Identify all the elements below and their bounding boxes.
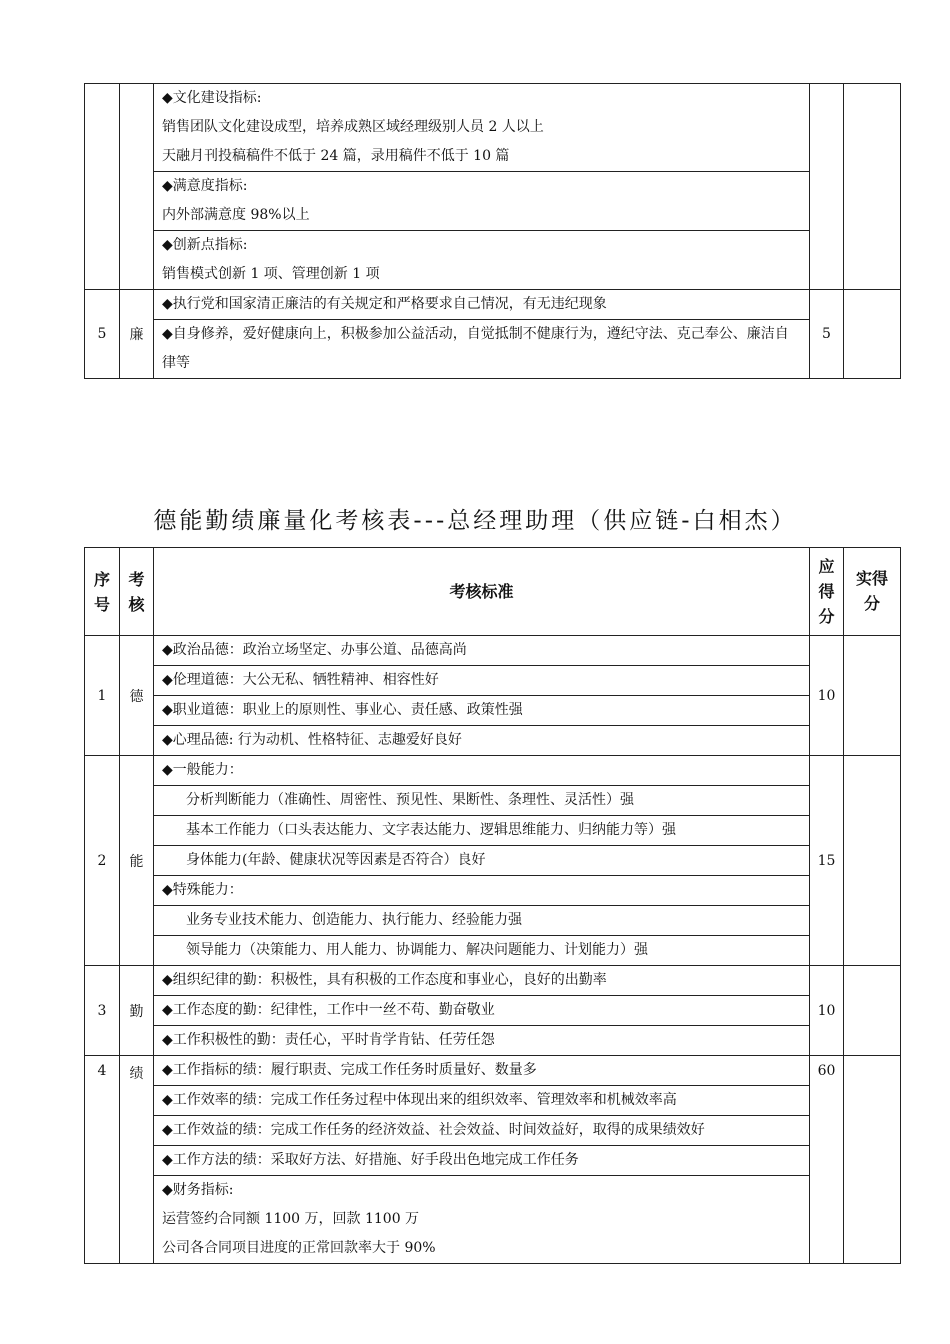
continued-max-score-cell — [810, 84, 844, 290]
qin-max-score: 10 — [810, 966, 844, 1056]
header-max-score: 应得分 — [810, 548, 844, 636]
ji-item: ◆工作方法的绩：采取好方法、好措施、好手段出色地完成工作任务 — [162, 1152, 579, 1168]
neng-item: 业务专业技术能力、创造能力、执行能力、经验能力强 — [186, 912, 522, 928]
de-actual-score — [844, 636, 901, 756]
criteria-cell — [154, 1056, 810, 1086]
qin-actual-score — [844, 966, 901, 1056]
criteria-cell — [154, 786, 810, 816]
neng-max-score: 15 — [810, 756, 844, 966]
lian-seq: 5 — [85, 290, 120, 379]
criteria-cell — [154, 756, 810, 786]
lian-category: 廉 — [120, 290, 154, 379]
lian-criteria-cell — [154, 320, 810, 379]
finance-indicator-line: 公司各合同项目进度的正常回款率大于 90% — [162, 1240, 436, 1256]
neng-item: 身体能力(年龄、健康状况等因素是否符合）良好 — [186, 852, 486, 868]
neng-item: ◆一般能力： — [162, 762, 243, 778]
finance-indicator-line: 运营签约合同额 1100 万，回款 1100 万 — [162, 1211, 420, 1227]
criteria-cell — [154, 876, 810, 906]
neng-seq: 2 — [85, 756, 120, 966]
satisfaction-indicator-heading: ◆满意度指标: — [162, 178, 248, 194]
finance-indicator-heading: ◆财务指标: — [162, 1182, 234, 1198]
culture-indicator-heading: ◆文化建设指标: — [162, 90, 262, 106]
header-seq: 序号 — [85, 548, 120, 636]
lian-actual-score — [844, 290, 901, 379]
culture-indicator-cell — [154, 84, 810, 172]
header-criteria: 考核标准 — [154, 548, 810, 636]
criteria-cell — [154, 1116, 810, 1146]
neng-item: ◆特殊能力： — [162, 882, 243, 898]
criteria-cell — [154, 726, 810, 756]
satisfaction-indicator-cell — [154, 172, 810, 231]
neng-item: 分析判断能力（准确性、周密性、预见性、果断性、条理性、灵活性）强 — [186, 792, 634, 808]
neng-category: 能 — [120, 756, 154, 966]
satisfaction-indicator-line: 内外部满意度 98%以上 — [162, 207, 310, 223]
de-item: ◆伦理道德：大公无私、牺牲精神、相容性好 — [162, 672, 439, 688]
neng-actual-score — [844, 756, 901, 966]
neng-item: 基本工作能力（口头表达能力、文字表达能力、逻辑思维能力、归纳能力等）强 — [186, 822, 676, 838]
header-actual-score: 实得分 — [844, 548, 901, 636]
neng-item: 领导能力（决策能力、用人能力、协调能力、解决问题能力、计划能力）强 — [186, 942, 648, 958]
continued-seq-cell — [85, 84, 120, 290]
criteria-cell — [154, 996, 810, 1026]
qin-item: ◆组织纪律的勤：积极性，具有积极的工作态度和事业心，良好的出勤率 — [162, 972, 607, 988]
ji-actual-score — [844, 1056, 901, 1264]
de-item: ◆政治品德：政治立场坚定、办事公道、品德高尚 — [162, 642, 467, 658]
lian-criteria-cell — [154, 290, 810, 320]
de-max-score: 10 — [810, 636, 844, 756]
qin-seq: 3 — [85, 966, 120, 1056]
criteria-cell — [154, 1026, 810, 1056]
lian-item: ◆执行党和国家清正廉洁的有关规定和严格要求自己情况，有无违纪现象 — [162, 296, 607, 312]
continued-actual-score-cell — [844, 84, 901, 290]
assessment-table — [84, 547, 901, 1264]
de-item: ◆心理品德: 行为动机、性格特征、志趣爱好良好 — [162, 732, 462, 748]
continued-cat-cell — [120, 84, 154, 290]
ji-seq: 4 — [85, 1056, 120, 1264]
qin-item: ◆工作积极性的勤：责任心，平时肯学肯钻、任劳任怨 — [162, 1032, 495, 1048]
criteria-cell — [154, 666, 810, 696]
criteria-cell — [154, 936, 810, 966]
continued-assessment-table — [84, 83, 901, 379]
criteria-cell — [154, 966, 810, 996]
qin-category: 勤 — [120, 966, 154, 1056]
culture-indicator-line: 销售团队文化建设成型，培养成熟区域经理级别人员 2 人以上 — [162, 119, 544, 135]
page-title: 德能勤绩廉量化考核表---总经理助理（供应链-白相杰） — [153, 508, 797, 534]
header-category: 考核 — [120, 548, 154, 636]
finance-indicator-cell — [154, 1176, 810, 1264]
de-item: ◆职业道德：职业上的原则性、事业心、责任感、政策性强 — [162, 702, 523, 718]
criteria-cell — [154, 846, 810, 876]
lian-max-score: 5 — [810, 290, 844, 379]
innovation-indicator-line: 销售模式创新 1 项、管理创新 1 项 — [162, 266, 380, 282]
criteria-cell — [154, 816, 810, 846]
innovation-indicator-cell — [154, 231, 810, 290]
ji-item: ◆工作效益的绩：完成工作任务的经济效益、社会效益、时间效益好，取得的成果绩效好 — [162, 1122, 705, 1138]
lian-item: ◆自身修养，爱好健康向上，积极参加公益活动，自觉抵制不健康行为，遵纪守法、克己奉公、廉洁自律等 — [162, 326, 789, 371]
criteria-cell — [154, 1086, 810, 1116]
criteria-cell — [154, 636, 810, 666]
de-seq: 1 — [85, 636, 120, 756]
criteria-cell — [154, 906, 810, 936]
culture-indicator-line: 天融月刊投稿稿件不低于 24 篇，录用稿件不低于 10 篇 — [162, 148, 510, 164]
ji-category: 绩 — [120, 1056, 154, 1264]
criteria-cell — [154, 696, 810, 726]
ji-item: ◆工作指标的绩：履行职责、完成工作任务时质量好、数量多 — [162, 1062, 537, 1078]
de-category: 德 — [120, 636, 154, 756]
innovation-indicator-heading: ◆创新点指标: — [162, 237, 248, 253]
qin-item: ◆工作态度的勤：纪律性，工作中一丝不苟、勤奋敬业 — [162, 1002, 495, 1018]
ji-max-score: 60 — [810, 1056, 844, 1264]
ji-item: ◆工作效率的绩：完成工作任务过程中体现出来的组织效率、管理效率和机械效率高 — [162, 1092, 677, 1108]
criteria-cell — [154, 1146, 810, 1176]
